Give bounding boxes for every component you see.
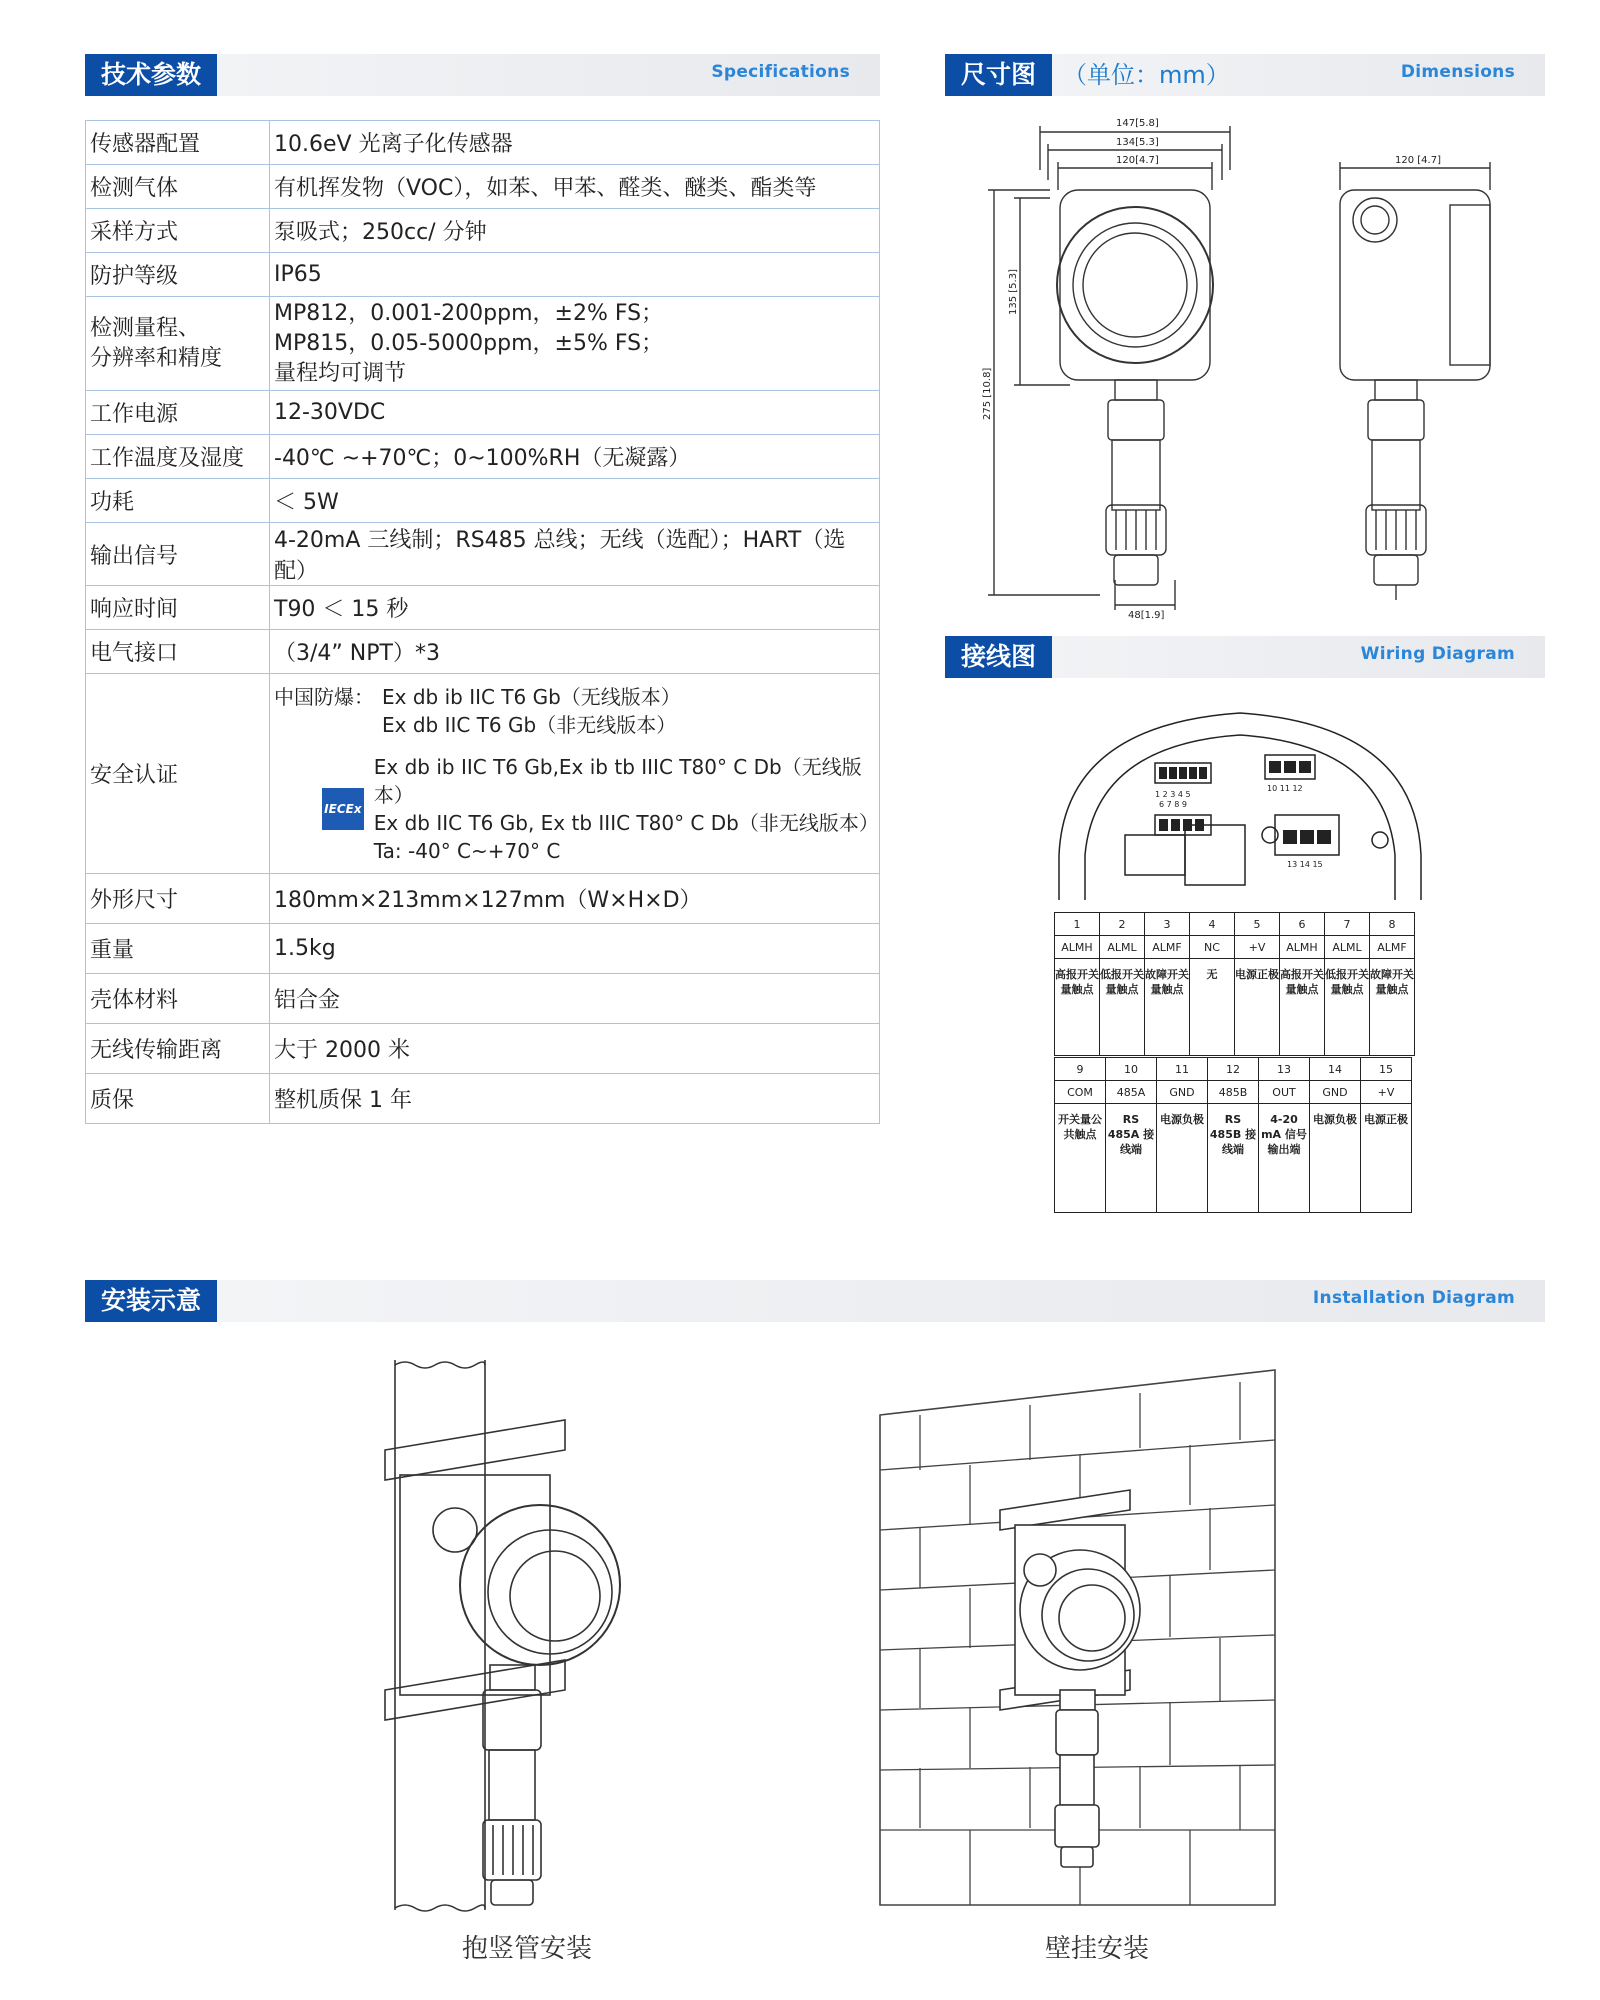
terminal-num: 1 bbox=[1055, 913, 1100, 936]
installation-title: 安装示意 bbox=[85, 1280, 217, 1322]
table-row bbox=[86, 479, 880, 523]
specs-header bbox=[85, 54, 880, 96]
table-row bbox=[86, 391, 880, 435]
spec-value: （3/4” NPT）*3 bbox=[270, 630, 880, 674]
spec-value-line: MP812，0.001-200ppm，±2% FS； bbox=[274, 300, 664, 326]
cert-cn-label: 中国防爆： bbox=[274, 684, 374, 709]
cert-iecex-line: Ex db ib IIC T6 Gb,Ex ib tb IIIC T80° C Db（无线版本） bbox=[373, 754, 862, 807]
dim-label-120: 120[4.7] bbox=[1116, 155, 1159, 166]
spec-value: 10.6eV 光离子化传感器 bbox=[270, 121, 880, 165]
iecex-logo: IECEx bbox=[322, 788, 364, 830]
dim-label-side-120: 120 [4.7] bbox=[1395, 155, 1441, 166]
table-row bbox=[86, 974, 880, 1024]
spec-key: 输出信号 bbox=[86, 523, 270, 586]
terminal-desc: 电源正极 bbox=[1235, 959, 1280, 1056]
terminal-desc: 电源负极 bbox=[1157, 1104, 1208, 1213]
table-row bbox=[86, 297, 880, 391]
spec-value: T90 ＜ 15 秒 bbox=[270, 586, 880, 630]
installation-header bbox=[85, 1280, 1545, 1322]
table-row bbox=[86, 121, 880, 165]
table-row bbox=[86, 523, 880, 586]
dimensions-header bbox=[945, 54, 1545, 96]
terminal-num: 9 bbox=[1055, 1058, 1106, 1081]
spec-key: 电气接口 bbox=[86, 630, 270, 674]
spec-value: 整机质保 1 年 bbox=[270, 1074, 880, 1124]
spec-key-line: 检测量程、 bbox=[90, 315, 201, 341]
spec-key: 检测气体 bbox=[86, 165, 270, 209]
wiring-table-top bbox=[1054, 912, 1415, 1056]
wiring-title: 接线图 bbox=[945, 636, 1052, 678]
spec-value-line: MP815，0.05-5000ppm，±5% FS； bbox=[274, 330, 664, 356]
pipe-mount-illustration bbox=[385, 1360, 675, 1915]
spec-key: 安全认证 bbox=[86, 674, 270, 874]
wiring-title-en: Wiring Diagram bbox=[1360, 644, 1515, 664]
spec-key: 无线传输距离 bbox=[86, 1024, 270, 1074]
terminal-desc: 开关量公共触点 bbox=[1055, 1104, 1106, 1213]
terminal-num: 2 bbox=[1100, 913, 1145, 936]
wiring-header bbox=[945, 636, 1545, 678]
dimensions-unit: （单位：mm） bbox=[1063, 61, 1230, 89]
spec-key: 防护等级 bbox=[86, 253, 270, 297]
terminal-code: COM bbox=[1055, 1081, 1106, 1104]
table-row bbox=[86, 674, 880, 874]
table-row bbox=[86, 586, 880, 630]
terminal-desc: 低报开关量触点 bbox=[1100, 959, 1145, 1056]
terminal-num: 14 bbox=[1310, 1058, 1361, 1081]
table-row bbox=[86, 1024, 880, 1074]
terminal-code: ALMH bbox=[1280, 936, 1325, 959]
spec-value: -40℃ ~+70℃；0~100%RH（无凝露） bbox=[270, 435, 880, 479]
dim-label-147: 147[5.8] bbox=[1116, 118, 1159, 129]
terminal-num: 10 bbox=[1106, 1058, 1157, 1081]
dim-label-134: 134[5.3] bbox=[1116, 137, 1159, 148]
terminal-code: ALML bbox=[1325, 936, 1370, 959]
terminal-num: 3 bbox=[1145, 913, 1190, 936]
cert-cn-line: Ex db ib IIC T6 Gb（无线版本） bbox=[382, 684, 681, 709]
board-label-1: 1 2 3 4 5 bbox=[1155, 790, 1191, 799]
terminal-code: ALMH bbox=[1055, 936, 1100, 959]
spec-value: 泵吸式；250cc/ 分钟 bbox=[270, 209, 880, 253]
spec-value: 有机挥发物（VOC），如苯、甲苯、醛类、醚类、酯类等 bbox=[270, 165, 880, 209]
table-row bbox=[86, 924, 880, 974]
dim-label-275: 275 [10.8] bbox=[982, 367, 993, 420]
terminal-desc: RS 485B 接线端 bbox=[1208, 1104, 1259, 1213]
terminal-num: 8 bbox=[1370, 913, 1415, 936]
terminal-code: 485A bbox=[1106, 1081, 1157, 1104]
spec-value: 1.5kg bbox=[270, 924, 880, 974]
wiring-table-bottom bbox=[1054, 1057, 1412, 1213]
spec-key: 响应时间 bbox=[86, 586, 270, 630]
terminal-num: 13 bbox=[1259, 1058, 1310, 1081]
spec-value: 大于 2000 米 bbox=[270, 1024, 880, 1074]
wiring-board bbox=[1055, 705, 1425, 905]
spec-table bbox=[85, 120, 880, 1124]
terminal-code: NC bbox=[1190, 936, 1235, 959]
terminal-desc: 电源负极 bbox=[1310, 1104, 1361, 1213]
spec-value: IP65 bbox=[270, 253, 880, 297]
terminal-code: 485B bbox=[1208, 1081, 1259, 1104]
table-row bbox=[86, 253, 880, 297]
terminal-num: 4 bbox=[1190, 913, 1235, 936]
specs-title: 技术参数 bbox=[85, 54, 217, 96]
spec-key: 重量 bbox=[86, 924, 270, 974]
spec-key: 采样方式 bbox=[86, 209, 270, 253]
terminal-desc: 4-20 mA 信号输出端 bbox=[1259, 1104, 1310, 1213]
terminal-code: GND bbox=[1157, 1081, 1208, 1104]
terminal-num: 15 bbox=[1361, 1058, 1412, 1081]
terminal-code: ALMF bbox=[1145, 936, 1190, 959]
dimensions-title-en: Dimensions bbox=[1400, 62, 1515, 82]
spec-value bbox=[270, 297, 880, 391]
board-label-3: 10 11 12 bbox=[1267, 784, 1303, 793]
table-row bbox=[86, 630, 880, 674]
terminal-desc: 电源正极 bbox=[1361, 1104, 1412, 1213]
spec-value: 180mm×213mm×127mm（W×H×D） bbox=[270, 874, 880, 924]
terminal-code: ALML bbox=[1100, 936, 1145, 959]
board-label-4: 13 14 15 bbox=[1287, 860, 1323, 869]
terminal-code: +V bbox=[1361, 1081, 1412, 1104]
wall-mount-caption: 壁挂安装 bbox=[1045, 1934, 1150, 1964]
installation-title-en: Installation Diagram bbox=[1312, 1288, 1515, 1308]
spec-key-line: 分辨率和精度 bbox=[90, 345, 223, 371]
spec-value: 12-30VDC bbox=[270, 391, 880, 435]
cert-cn-line: Ex db IIC T6 Gb（非无线版本） bbox=[382, 712, 677, 737]
spec-value: 铝合金 bbox=[270, 974, 880, 1024]
spec-key: 功耗 bbox=[86, 479, 270, 523]
terminal-desc: 高报开关量触点 bbox=[1055, 959, 1100, 1056]
spec-key bbox=[86, 297, 270, 391]
dimension-drawing bbox=[980, 110, 1500, 620]
dim-label-48: 48[1.9] bbox=[1128, 610, 1165, 621]
terminal-code: OUT bbox=[1259, 1081, 1310, 1104]
wall-mount-illustration bbox=[880, 1360, 1275, 1910]
board-label-2: 6 7 8 9 bbox=[1159, 800, 1187, 809]
table-row bbox=[86, 874, 880, 924]
cert-iecex-line: Ex db IIC T6 Gb, Ex tb IIIC T80° C Db（非无线版本） bbox=[373, 810, 879, 835]
terminal-num: 12 bbox=[1208, 1058, 1259, 1081]
spec-key: 外形尺寸 bbox=[86, 874, 270, 924]
spec-value bbox=[270, 674, 880, 874]
terminal-desc: 故障开关量触点 bbox=[1145, 959, 1190, 1056]
pipe-mount-caption: 抱竖管安装 bbox=[462, 1934, 593, 1964]
spec-key: 工作温度及湿度 bbox=[86, 435, 270, 479]
terminal-desc: 高报开关量触点 bbox=[1280, 959, 1325, 1056]
dim-label-135: 135 [5.3] bbox=[1008, 269, 1019, 315]
table-row bbox=[86, 165, 880, 209]
terminal-desc: 无 bbox=[1190, 959, 1235, 1056]
spec-key: 传感器配置 bbox=[86, 121, 270, 165]
terminal-code: +V bbox=[1235, 936, 1280, 959]
terminal-num: 5 bbox=[1235, 913, 1280, 936]
terminal-num: 7 bbox=[1325, 913, 1370, 936]
spec-key: 壳体材料 bbox=[86, 974, 270, 1024]
terminal-code: GND bbox=[1310, 1081, 1361, 1104]
terminal-desc: RS 485A 接线端 bbox=[1106, 1104, 1157, 1213]
table-row bbox=[86, 209, 880, 253]
spec-key: 工作电源 bbox=[86, 391, 270, 435]
table-row bbox=[86, 435, 880, 479]
specs-title-en: Specifications bbox=[711, 62, 850, 82]
terminal-num: 11 bbox=[1157, 1058, 1208, 1081]
spec-value: ＜ 5W bbox=[270, 479, 880, 523]
table-row bbox=[86, 1074, 880, 1124]
spec-value: 4-20mA 三线制；RS485 总线；无线（选配）；HART（选配） bbox=[270, 523, 880, 586]
dimensions-title: 尺寸图 bbox=[945, 54, 1052, 96]
terminal-desc: 故障开关量触点 bbox=[1370, 959, 1415, 1056]
spec-value-line: 量程均可调节 bbox=[274, 360, 407, 386]
spec-key: 质保 bbox=[86, 1074, 270, 1124]
terminal-code: ALMF bbox=[1370, 936, 1415, 959]
cert-iecex-line: Ta: -40° C~+70° C bbox=[373, 838, 561, 863]
terminal-num: 6 bbox=[1280, 913, 1325, 936]
terminal-desc: 低报开关量触点 bbox=[1325, 959, 1370, 1056]
